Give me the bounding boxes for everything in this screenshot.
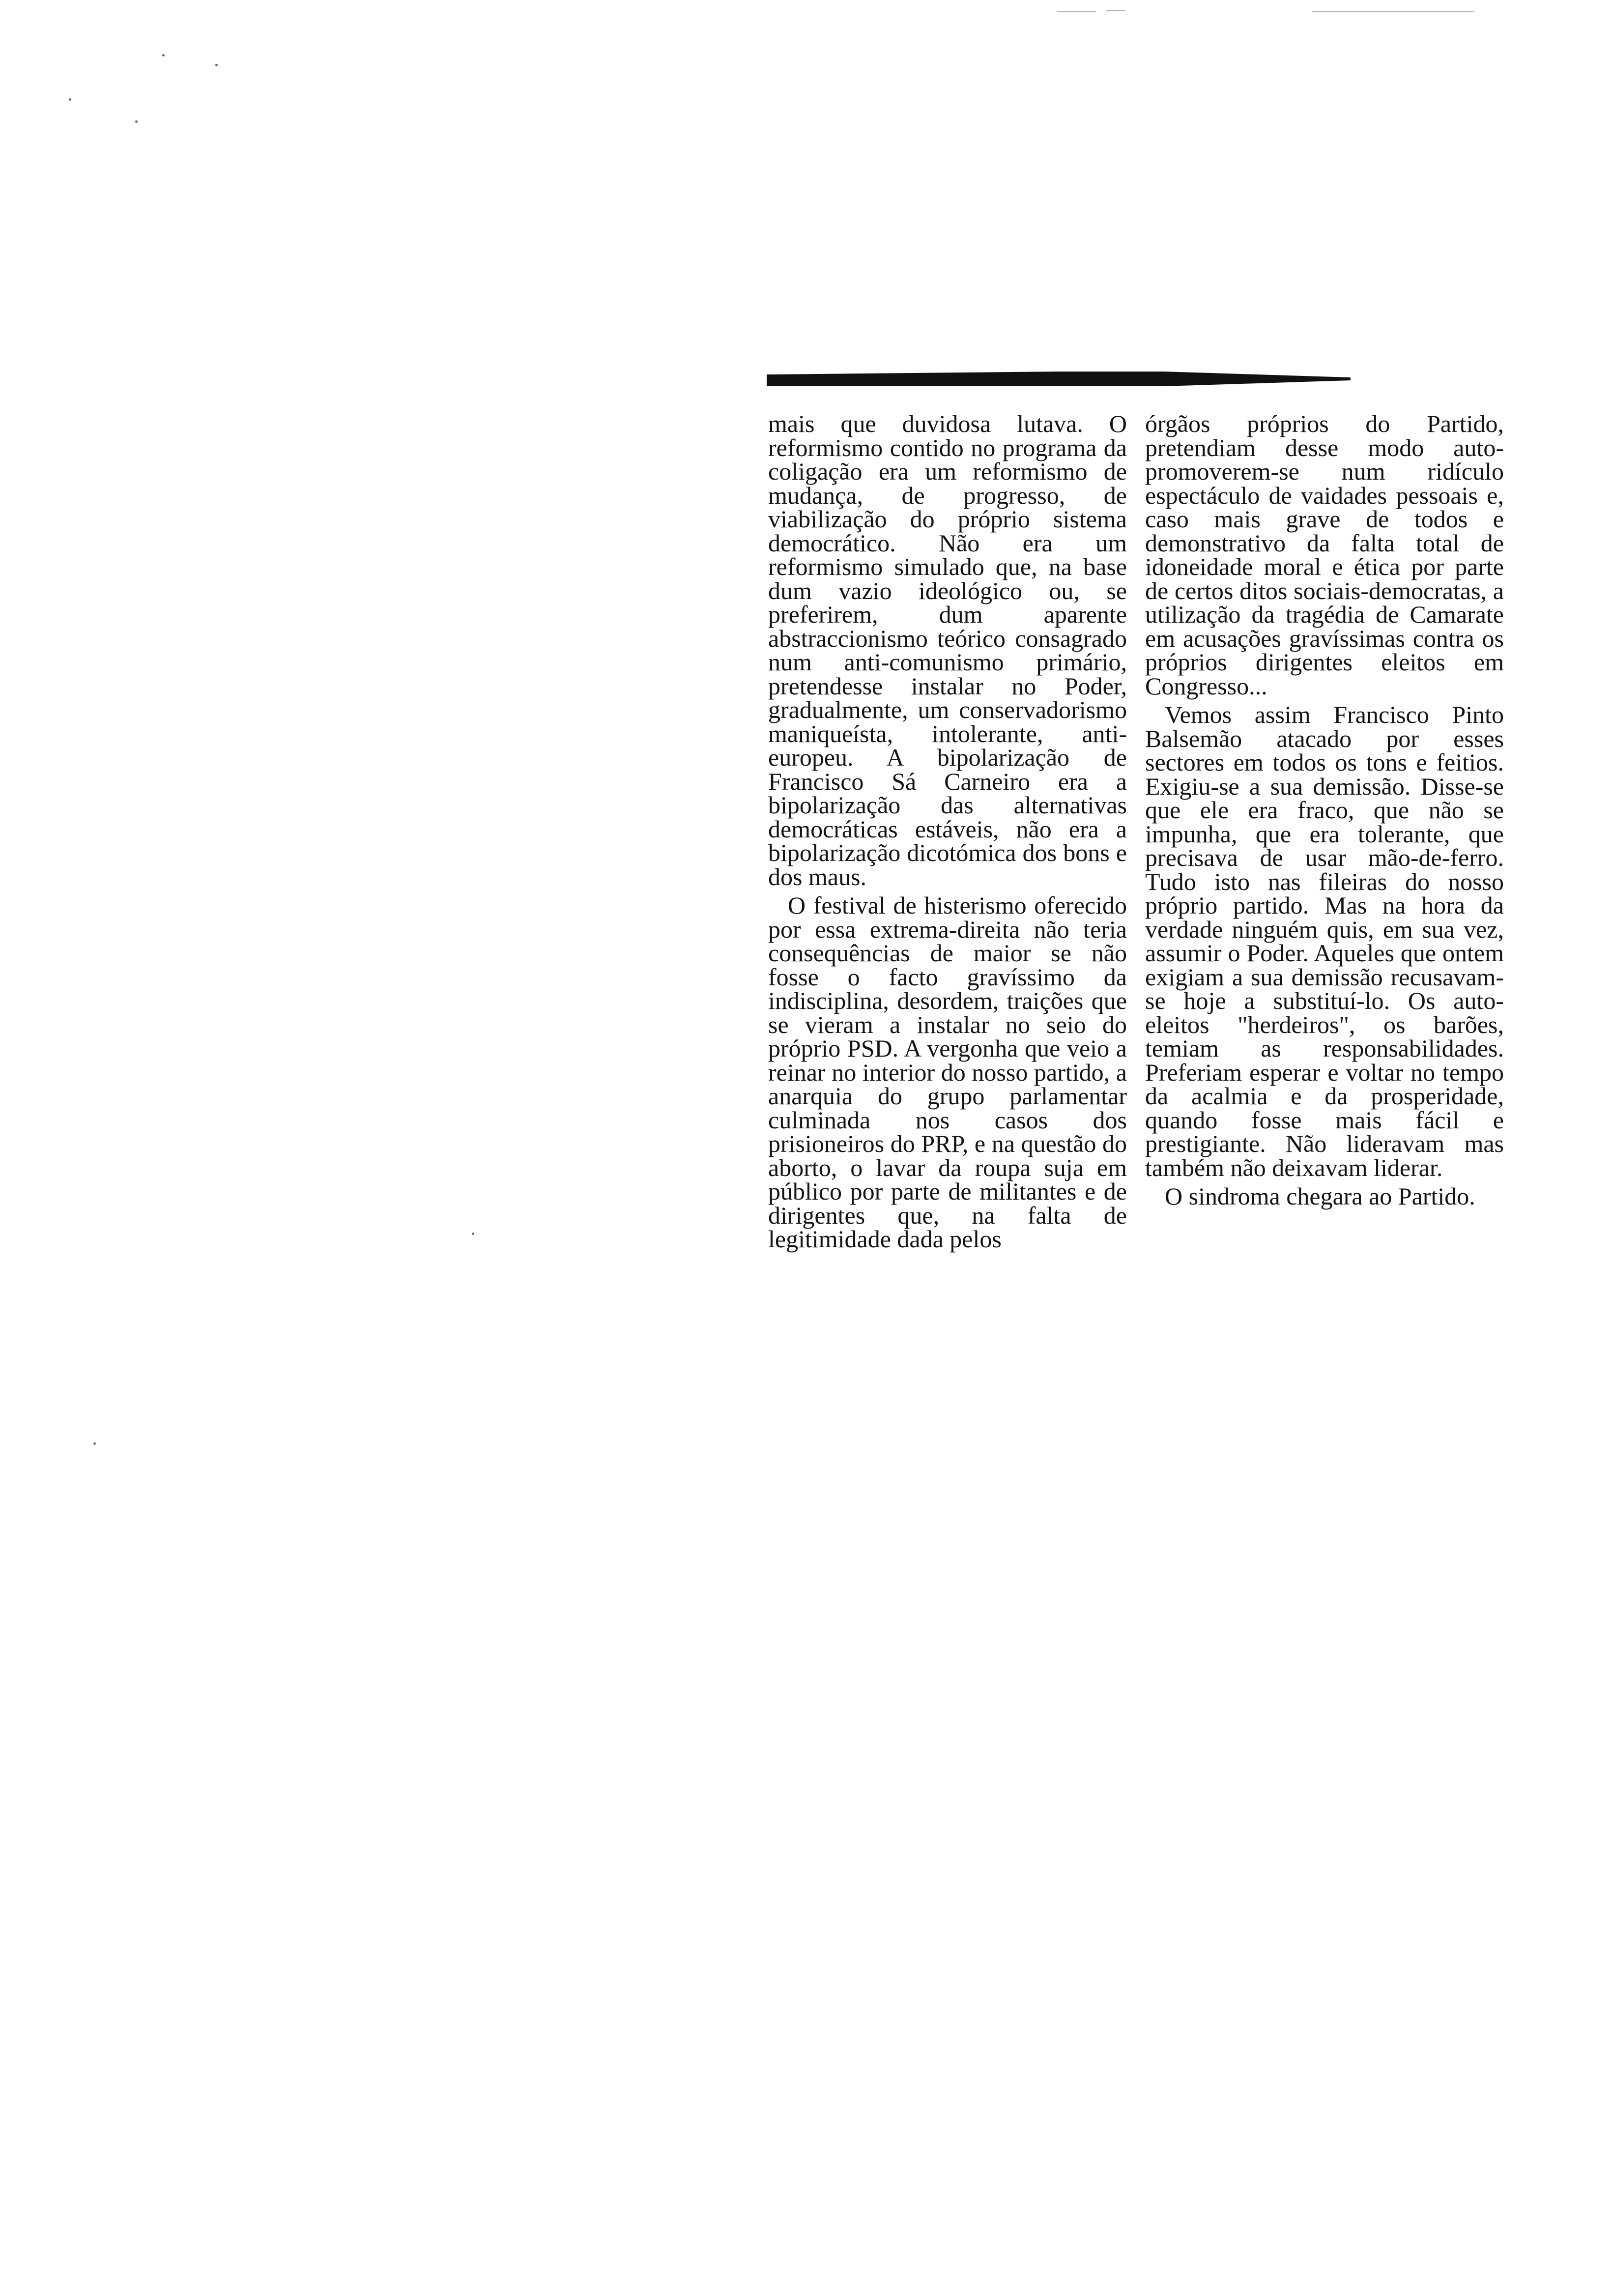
speck bbox=[93, 1442, 96, 1445]
speck bbox=[69, 98, 71, 101]
speck bbox=[135, 120, 138, 123]
speck bbox=[472, 1233, 474, 1235]
scan-mark-top-left bbox=[1057, 11, 1096, 12]
right-paragraph-3: O sindroma chegara ao Partido. bbox=[1165, 1182, 1475, 1210]
right-paragraph-2: Vemos assim Francisco Pinto Balsemão atacado por esses sectores em todos os tons e feitios. Exigiu-se a sua demissão. Disse-se que ele era fraco, que não se impunha, que era tolerante, que precisava de usar mão-de-ferro. Tudo isto nas fileiras do nosso próprio partido. Mas na hora da verdade ninguém quis, em sua vez, assumir o Poder. Aqueles que ontem exigiam a sua demissão recusavam-se hoje a substituí-lo. Os auto-eleitos "herdeiros", os barões, temiam as responsabilidades. Preferiam esperar e voltar no tempo da acalmia e da prosperidade, quando fosse mais fácil e prestigiante. Não lideravam mas também não deixavam liderar. bbox=[1145, 701, 1504, 1181]
article-right-column bbox=[1145, 412, 1504, 1213]
left-paragraph-1: mais que duvidosa lutava. O reformismo contido no programa da coligação era um reformismo de mudança, de progresso, de viabilização do próprio sistema democrático. Não era um reformismo simulado que, na base dum vazio ideológico ou, se preferirem, dum aparente abstraccionismo teórico consagrado num anti-comunismo primário, pretendesse instalar no Poder, gradualmente, um conservadorismo maniqueísta, intolerante, anti-europeu. A bipolarização de Francisco Sá Carneiro era a bipolarização das alternativas democráticas estáveis, não era a bipolarização dicotómica dos bons e dos maus. bbox=[768, 410, 1127, 890]
speck bbox=[162, 54, 165, 57]
scan-mark-top-mid bbox=[1106, 10, 1125, 11]
right-paragraph-1: órgãos próprios do Partido, pretendiam desse modo auto-promoverem-se num ridículo espectáculo de vaidades pessoais e, caso mais grave de todos e demonstrativo da falta total de idoneidade moral e ética por parte de certos ditos sociais-democratas, a utilização da tragédia de Camarate em acusações gravíssimas contra os próprios dirigentes eleitos em Congresso... bbox=[1145, 410, 1504, 700]
left-paragraph-2: O festival de histerismo oferecido por essa extrema-direita não teria consequências de maior se não fosse o facto gravíssimo da indisciplina, desordem, traições que se vieram a instalar no seio do próprio PSD. A vergonha que veio a reinar no interior do nosso partido, a anarquia do grupo parlamentar culminada nos casos dos prisioneiros do PRP, e na questão do aborto, o lavar da roupa suja em público por parte de militantes e de dirigentes que, na falta de legitimidade dada pelos bbox=[768, 891, 1127, 1253]
speck bbox=[215, 64, 218, 66]
scan-mark-top-right bbox=[1312, 11, 1474, 12]
article-top-rule bbox=[767, 372, 1351, 386]
article-left-column bbox=[768, 412, 1127, 1256]
